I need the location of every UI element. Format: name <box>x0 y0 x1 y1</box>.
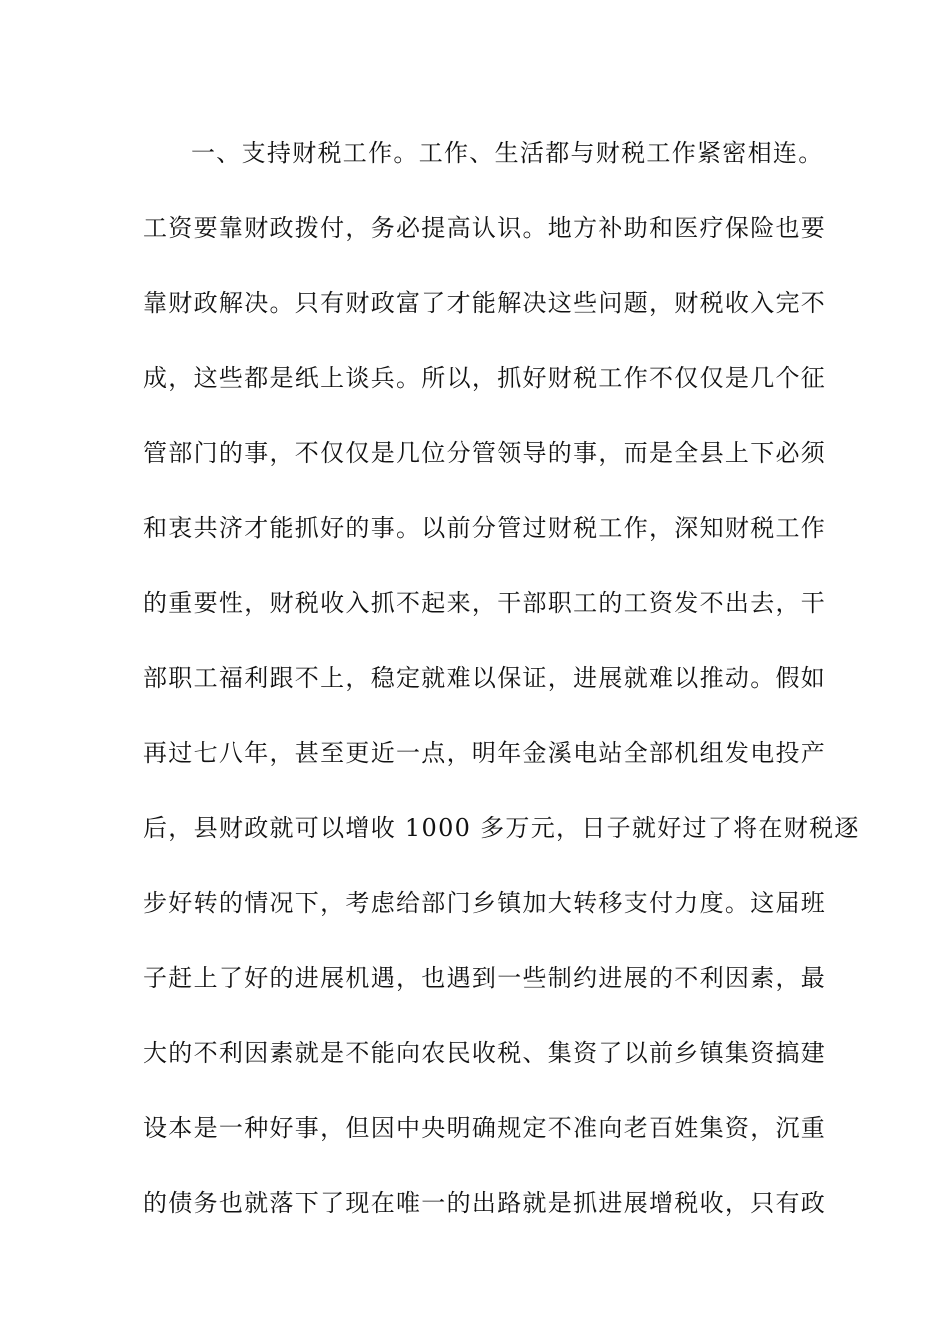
text-line-15: 的债务也就落下了现在唯一的出路就是抓进展增税收，只有政 <box>143 1189 827 1217</box>
text-line-11: 步好转的情况下，考虑给部门乡镇加大转移支付力度。这届班 <box>143 889 827 917</box>
text-line-6: 和衷共济才能抓好的事。以前分管过财税工作，深知财税工作 <box>143 514 827 542</box>
text-line-4: 成，这些都是纸上谈兵。所以，抓好财税工作不仅仅是几个征 <box>143 364 827 392</box>
text-line-3: 靠财政解决。只有财政富了才能解决这些问题，财税收入完不 <box>143 289 827 317</box>
text-line-14: 设本是一种好事，但因中央明确规定不准向老百姓集资，沉重 <box>143 1114 827 1142</box>
text-line-7: 的重要性，财税收入抓不起来，干部职工的工资发不出去，干 <box>143 589 827 617</box>
text-line-8: 部职工福利跟不上，稳定就难以保证，进展就难以推动。假如 <box>143 664 827 692</box>
text-line-2: 工资要靠财政拨付，务必提高认识。地方补助和医疗保险也要 <box>143 214 827 242</box>
text-line-9: 再过七八年，甚至更近一点，明年金溪电站全部机组发电投产 <box>143 739 827 767</box>
text-line-10: 后，县财政就可以增收 1000 多万元，日子就好过了将在财税逐 <box>143 814 860 842</box>
text-line-5: 管部门的事，不仅仅是几位分管领导的事，而是全县上下必须 <box>143 439 827 467</box>
body-text <box>143 130 860 1255</box>
text-line-13: 大的不利因素就是不能向农民收税、集资了以前乡镇集资搞建 <box>143 1039 827 1067</box>
text-line-12: 子赶上了好的进展机遇，也遇到一些制约进展的不利因素，最 <box>143 964 827 992</box>
text-line-1: 一、支持财税工作。工作、生活都与财税工作紧密相连。 <box>191 139 824 167</box>
